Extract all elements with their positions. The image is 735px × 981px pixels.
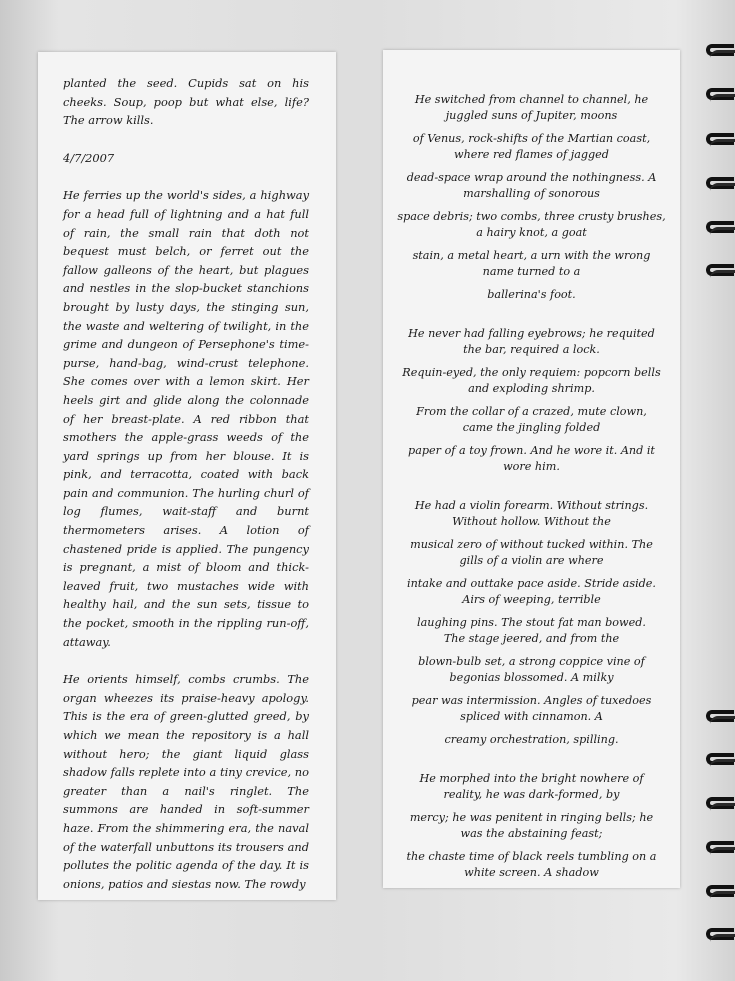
- spiral-ring-icon: [706, 753, 735, 771]
- stanza-2: [391, 326, 672, 475]
- poem-line-text: mercy; he was penitent in ringing bells; he: [409, 811, 654, 824]
- poem-line-text: intake and outtake pace aside. Stride aside.: [407, 577, 656, 590]
- spiral-ring-icon: [706, 841, 735, 859]
- poem-line-text: space debris; two combs, three crusty brushes,: [397, 210, 666, 223]
- stanza-4: [391, 771, 672, 881]
- poem-line-continuation: juggled suns of Jupiter, moons: [445, 109, 618, 122]
- right-text-column: [391, 92, 672, 904]
- poem-line-text: of Venus, rock-shifts of the Martian coast,: [412, 132, 651, 145]
- poem-line-continuation: a hairy knot, a goat: [476, 226, 587, 239]
- poem-line-continuation: came the jingling folded: [462, 421, 601, 434]
- stanza-1: [391, 92, 672, 303]
- poem-line: [391, 404, 672, 436]
- spiral-ring-icon: [706, 44, 735, 62]
- poem-line-text: He morphed into the bright nowhere of: [419, 772, 644, 785]
- intro-paragraph: planted the seed. Cupids sat on his cheeks. Soup, poop but what else, life? The arrow kills.: [63, 76, 309, 128]
- prose-paragraph-2: He orients himself, combs crumbs. The organ wheezes its praise-heavy apology. This is the era of green-glutted greed, by which we mean the repository is a hall without hero; the giant liquid glass shadow falls replete into a tiny crevice, no greater than a nail's ringlet. The summons are handed in soft-summer haze. From the shimmering era, the naval of the waterfall unbuttons its trousers and pollutes the politic agenda of the day. It is onions, patios and siestas now. The rowdy: [63, 672, 309, 891]
- poem-line-text: pear was intermission. Angles of tuxedoes: [411, 694, 652, 707]
- poem-line: [391, 365, 672, 397]
- poem-line: [391, 443, 672, 475]
- poem-line-continuation: and exploding shrimp.: [468, 382, 595, 395]
- poem-line-continuation: wore him.: [503, 460, 560, 473]
- poem-line-text: stain, a metal heart, a urn with the wrong: [412, 249, 651, 262]
- poem-line-continuation: The stage jeered, and from the: [443, 632, 620, 645]
- poem-line: [391, 131, 672, 163]
- poem-line: [391, 693, 672, 725]
- poem-line-continuation: white screen. A shadow: [464, 866, 599, 879]
- poem-line-text: dead-space wrap around the nothingness. A: [406, 171, 657, 184]
- poem-line: [391, 170, 672, 202]
- spiral-ring-icon: [706, 88, 735, 106]
- poem-line-continuation: Airs of weeping, terrible: [462, 593, 601, 606]
- poem-line-continuation: Without hollow. Without the: [452, 515, 611, 528]
- poem-line-text: blown-bulb set, a strong coppice vine of: [418, 655, 645, 668]
- poem-line: [391, 287, 672, 303]
- poem-line-text: laughing pins. The stout fat man bowed.: [417, 616, 646, 629]
- spiral-ring-icon: [706, 177, 735, 195]
- poem-line-continuation: gills of a violin are where: [459, 554, 604, 567]
- prose-paragraph-1: He ferries up the world's sides, a highway for a head full of lightning and a hat full of rain, the small rain that doth not bequest must belch, or ferret out the fallow galleons of the heart, but plagues and nestles in the slop-bucket stanchions brought by lusty days, the stinging sun, the waste and weltering of twilight, in the grime and dungeon of Persephone's time-purse, hand-bag, wind-crust telephone. She comes over with a lemon skirt. Her heels girt and glide along the colonnade of her breast-plate. A red ribbon that smothers the apple-grass weeds of the yard springs up from her blouse. It is pink, and terracotta, coated with back pain and communion. The hurling churl of log flumes, wait-staff and burnt thermometers arises. A lotion of chastened pride is applied. The pungency is pregnant, a mist of bloom and thick-leaved fruit, two mustaches wide with healthy hail, and the sun sets, tissue to the pocket, smooth in the rippling run-off, attaway.: [63, 188, 309, 649]
- spiral-ring-icon: [706, 133, 735, 151]
- poem-line: [391, 654, 672, 686]
- poem-line: [391, 576, 672, 608]
- spiral-ring-icon: [706, 885, 735, 903]
- poem-line: [391, 615, 672, 647]
- poem-line: [391, 326, 672, 358]
- poem-line: [391, 209, 672, 241]
- poem-line-continuation: reality, he was dark-formed, by: [443, 788, 620, 801]
- left-page: [38, 52, 336, 900]
- spiral-ring-icon: [706, 710, 735, 728]
- poem-line-text: Requin-eyed, the only requiem: popcorn bells: [402, 366, 661, 379]
- poem-line: [391, 498, 672, 530]
- poem-line: [391, 771, 672, 803]
- poem-line-continuation: marshalling of sonorous: [463, 187, 600, 200]
- poem-line: [391, 810, 672, 842]
- entry-date: 4/7/2007: [63, 150, 115, 165]
- poem-line-continuation: spliced with cinnamon. A: [460, 710, 603, 723]
- poem-line: [391, 849, 672, 881]
- poem-line-continuation: name turned to a: [482, 265, 581, 278]
- poem-line-text: From the collar of a crazed, mute clown,: [416, 405, 647, 418]
- poem-line-text: paper of a toy frown. And he wore it. And it: [408, 444, 655, 457]
- left-text-column: [63, 74, 309, 893]
- poem-line-continuation: where red flames of jagged: [454, 148, 609, 161]
- poem-line-continuation: begonias blossomed. A milky: [449, 671, 614, 684]
- poem-line: [391, 92, 672, 124]
- poem-line-text: He switched from channel to channel, he: [414, 93, 649, 106]
- stanza-3: [391, 498, 672, 748]
- poem-line-text: musical zero of without tucked within. The: [410, 538, 653, 551]
- poem-line-text: He had a violin forearm. Without strings.: [414, 499, 649, 512]
- poem-line-text: ballerina's foot.: [487, 288, 576, 301]
- poem-line: [391, 248, 672, 280]
- spiral-ring-icon: [706, 797, 735, 815]
- poem-line: [391, 732, 672, 748]
- spiral-ring-icon: [706, 264, 735, 282]
- poem-line-text: creamy orchestration, spilling.: [444, 733, 619, 746]
- poem-line-text: He never had falling eyebrows; he requited: [408, 327, 655, 340]
- spiral-ring-icon: [706, 221, 735, 239]
- spiral-ring-icon: [706, 928, 735, 946]
- poem-line: [391, 537, 672, 569]
- poem-line-text: the chaste time of black reels tumbling on a: [406, 850, 657, 863]
- right-page: [383, 50, 680, 888]
- poem-line-continuation: was the abstaining feast;: [460, 827, 603, 840]
- poem-line-continuation: the bar, required a lock.: [463, 343, 600, 356]
